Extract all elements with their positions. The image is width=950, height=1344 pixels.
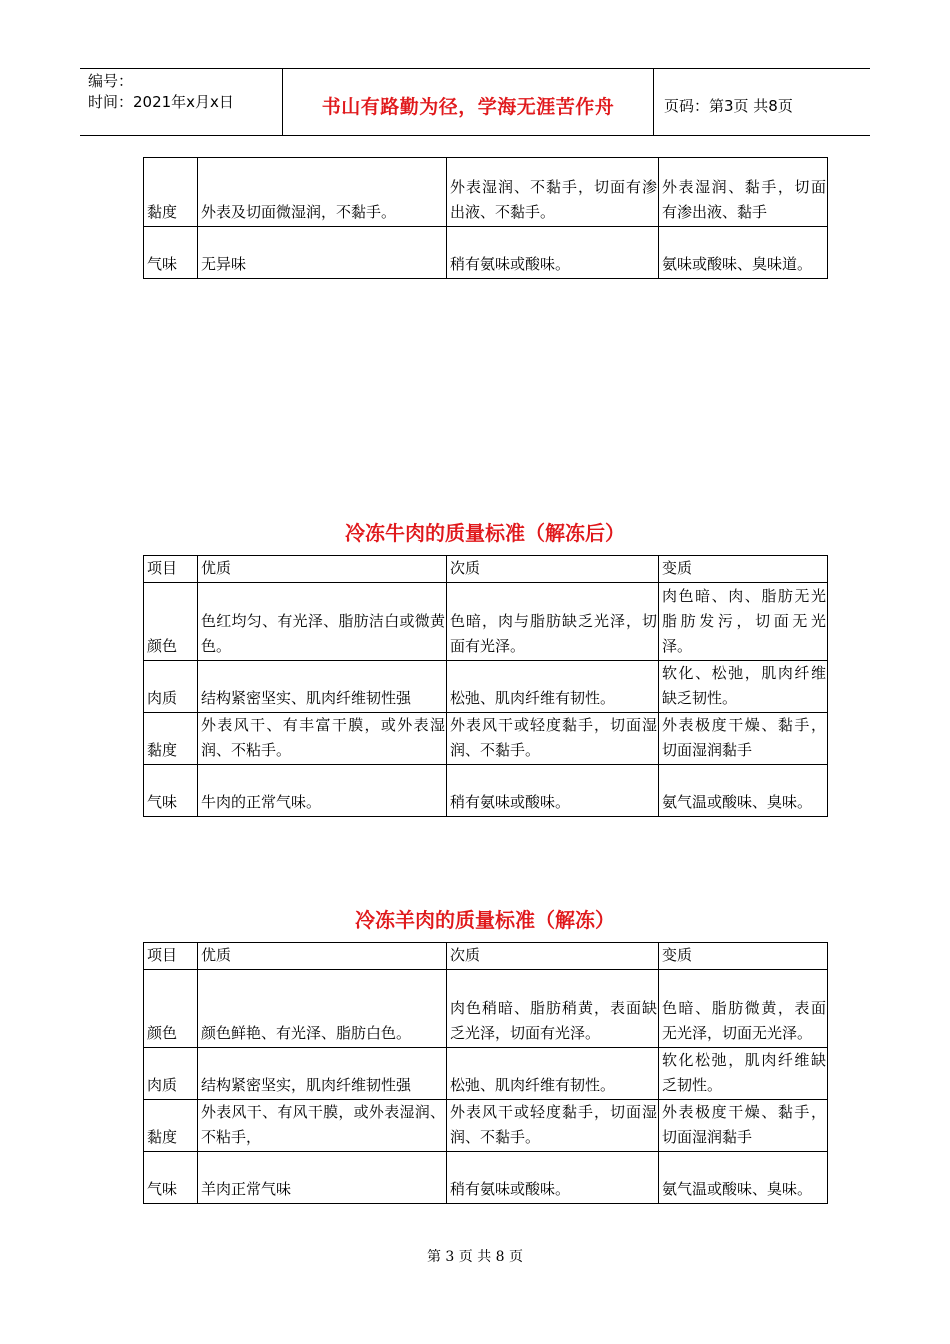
table-row [144, 713, 828, 765]
cell-item: 颜色 [144, 583, 198, 661]
table-row [144, 1152, 828, 1204]
beef-standard-table [143, 555, 828, 817]
cell-bad: 外表极度干燥、黏手，切面湿润黏手 [659, 1100, 828, 1152]
cell-good: 结构紧密坚实，肌肉纤维韧性强 [198, 1048, 447, 1100]
cell-fair: 肉色稍暗、脂肪稍黄，表面缺乏光泽，切面有光泽。 [447, 970, 659, 1048]
cell-bad: 色暗、脂肪微黄，表面无光泽，切面无光泽。 [659, 970, 828, 1048]
continued-standard-table [143, 157, 828, 279]
cell-bad: 外表湿润、黏手，切面有渗出液、黏手 [659, 158, 828, 227]
table-row [144, 158, 828, 227]
header-good: 优质 [198, 556, 447, 583]
header-item: 项目 [144, 556, 198, 583]
cell-bad: 氨气温或酸味、臭味。 [659, 1152, 828, 1204]
header-item: 项目 [144, 943, 198, 970]
cell-item: 黏度 [144, 158, 198, 227]
table-row [144, 1100, 828, 1152]
cell-good: 结构紧密坚实、肌肉纤维韧性强 [198, 661, 447, 713]
page-footer: 第 3 页 共 8 页 [426, 1249, 524, 1265]
cell-fair: 稍有氨味或酸味。 [447, 1152, 659, 1204]
cell-fair: 色暗，肉与脂肪缺乏光泽，切面有光泽。 [447, 583, 659, 661]
header-good: 优质 [198, 943, 447, 970]
cell-item: 颜色 [144, 970, 198, 1048]
cell-good: 外表风干、有丰富干膜，或外表湿润、不粘手。 [198, 713, 447, 765]
cell-item: 气味 [144, 227, 198, 279]
table-row [144, 765, 828, 817]
cell-fair: 外表风干或轻度黏手，切面湿润、不黏手。 [447, 713, 659, 765]
table-row [144, 1048, 828, 1100]
cell-fair: 稍有氨味或酸味。 [447, 227, 659, 279]
table-row [144, 227, 828, 279]
cell-good: 无异味 [198, 227, 447, 279]
table-row [144, 583, 828, 661]
header-meta [80, 69, 282, 135]
cell-fair: 外表湿润、不黏手，切面有渗出液、不黏手。 [447, 158, 659, 227]
header-fair: 次质 [447, 943, 659, 970]
table-row [144, 661, 828, 713]
beef-standard-title: 冷冻牛肉的质量标准（解冻后） [345, 521, 625, 545]
header-fair: 次质 [447, 556, 659, 583]
cell-good: 外表风干、有风干膜，或外表湿润、不粘手， [198, 1100, 447, 1152]
table-row [144, 970, 828, 1048]
cell-item: 黏度 [144, 713, 198, 765]
document-number-label: 编号： [88, 72, 134, 90]
cell-item: 气味 [144, 1152, 198, 1204]
cell-bad: 外表极度干燥、黏手，切面湿润黏手 [659, 713, 828, 765]
cell-bad: 肉色暗、肉、脂肪无光脂肪发污，切面无光泽。 [659, 583, 828, 661]
cell-item: 肉质 [144, 661, 198, 713]
cell-bad: 软化、松弛，肌肉纤维缺乏韧性。 [659, 661, 828, 713]
cell-item: 黏度 [144, 1100, 198, 1152]
cell-good: 颜色鲜艳、有光泽、脂肪白色。 [198, 970, 447, 1048]
cell-good: 色红均匀、有光泽、脂肪洁白或微黄色。 [198, 583, 447, 661]
header-motto: 书山有路勤为径，学海无涯苦作舟 [282, 69, 654, 135]
cell-fair: 松弛、肌肉纤维有韧性。 [447, 661, 659, 713]
cell-item: 肉质 [144, 1048, 198, 1100]
page-header [80, 68, 870, 136]
cell-fair: 松弛、肌肉纤维有韧性。 [447, 1048, 659, 1100]
document-time-label: 时间：2021年x月x日 [88, 93, 234, 111]
header-bad: 变质 [659, 943, 828, 970]
cell-fair: 外表风干或轻度黏手，切面湿润、不黏手。 [447, 1100, 659, 1152]
cell-good: 牛肉的正常气味。 [198, 765, 447, 817]
table-header-row [144, 943, 828, 970]
cell-item: 气味 [144, 765, 198, 817]
cell-good: 羊肉正常气味 [198, 1152, 447, 1204]
header-bad: 变质 [659, 556, 828, 583]
cell-bad: 氨味或酸味、臭味道。 [659, 227, 828, 279]
cell-good: 外表及切面微湿润，不黏手。 [198, 158, 447, 227]
table-header-row [144, 556, 828, 583]
header-page-info: 页码：第3页 共8页 [664, 96, 793, 115]
mutton-standard-title: 冷冻羊肉的质量标准（解冻） [355, 908, 615, 932]
cell-bad: 软化松弛，肌肉纤维缺乏韧性。 [659, 1048, 828, 1100]
cell-fair: 稍有氨味或酸味。 [447, 765, 659, 817]
cell-bad: 氨气温或酸味、臭味。 [659, 765, 828, 817]
mutton-standard-table [143, 942, 828, 1204]
